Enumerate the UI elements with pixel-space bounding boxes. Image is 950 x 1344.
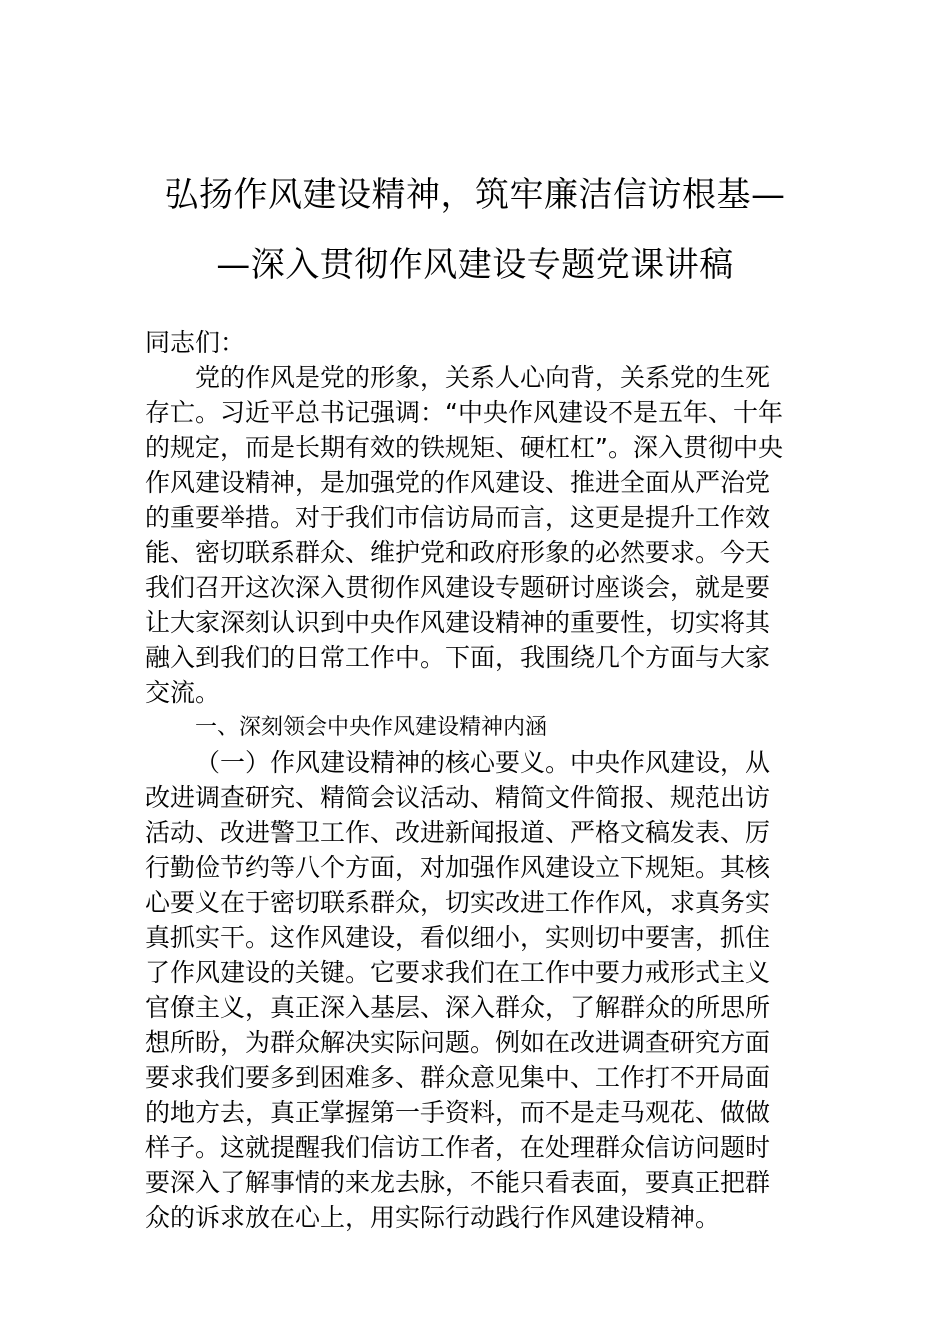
paragraph-line: 让大家深刻认识到中央作风建设精神的重要性，切实将其	[145, 608, 771, 637]
paragraph-line: 的地方去，真正掌握第一手资料，而不是走马观花、做做	[145, 1098, 771, 1127]
paragraph-line: 众的诉求放在心上，用实际行动践行作风建设精神。	[145, 1203, 721, 1232]
paragraph-line: 活动、改进警卫工作、改进新闻报道、严格文稿发表、厉	[145, 818, 771, 847]
paragraph-line: 存亡。习近平总书记强调：“中央作风建设不是五年、十年	[145, 398, 783, 427]
section-heading: 一、深刻领会中央作风建设精神内涵	[195, 715, 548, 740]
paragraph-line: 的重要举措。对于我们市信访局而言，这更是提升工作效	[145, 503, 771, 532]
paragraph-line: 了作风建设的关键。它要求我们在工作中要力戒形式主义	[145, 958, 771, 987]
document-title	[100, 160, 850, 300]
paragraph-line: 要深入了解事情的来龙去脉，不能只看表面，要真正把群	[145, 1168, 771, 1197]
paragraph-line: 样子。这就提醒我们信访工作者，在处理群众信访问题时	[145, 1133, 771, 1162]
paragraph-line: 心要义在于密切联系群众，切实改进工作作风，求真务实	[145, 888, 771, 917]
paragraph-line: 党的作风是党的形象，关系人心向背，关系党的生死	[195, 363, 771, 392]
paragraph-line: 交流。	[145, 678, 221, 707]
paragraph-line: 官僚主义，真正深入基层、深入群众，了解群众的所思所	[145, 993, 771, 1022]
paragraph-line: 要求我们要多到困难多、群众意见集中、工作打不开局面	[145, 1063, 771, 1092]
paragraph-line: 改进调查研究、精简会议活动、精简文件简报、规范出访	[145, 783, 771, 812]
paragraph-line: 真抓实干。这作风建设，看似细小，实则切中要害，抓住	[145, 923, 771, 952]
paragraph-line: （一）作风建设精神的核心要义。中央作风建设，从	[195, 748, 771, 777]
paragraph-line: 我们召开这次深入贯彻作风建设专题研讨座谈会，就是要	[145, 573, 771, 602]
paragraph-line: 能、密切联系群众、维护党和政府形象的必然要求。今天	[145, 538, 771, 567]
paragraph-line: 的规定，而是长期有效的铁规矩、硬杠杠”。深入贯彻中央	[145, 433, 783, 462]
salutation: 同志们：	[145, 328, 246, 357]
title-line: —深入贯彻作风建设专题党课讲稿	[216, 245, 734, 285]
paragraph-line: 融入到我们的日常工作中。下面，我围绕几个方面与大家	[145, 643, 771, 672]
paragraph-line: 作风建设精神，是加强党的作风建设、推进全面从严治党	[145, 468, 771, 497]
document-body	[145, 325, 815, 1235]
paragraph-line: 行勤俭节约等八个方面，对加强作风建设立下规矩。其核	[145, 853, 771, 882]
title-line: 弘扬作风建设精神，筑牢廉洁信访根基—	[164, 175, 786, 215]
paragraph-line: 想所盼，为群众解决实际问题。例如在改进调查研究方面	[145, 1028, 771, 1057]
